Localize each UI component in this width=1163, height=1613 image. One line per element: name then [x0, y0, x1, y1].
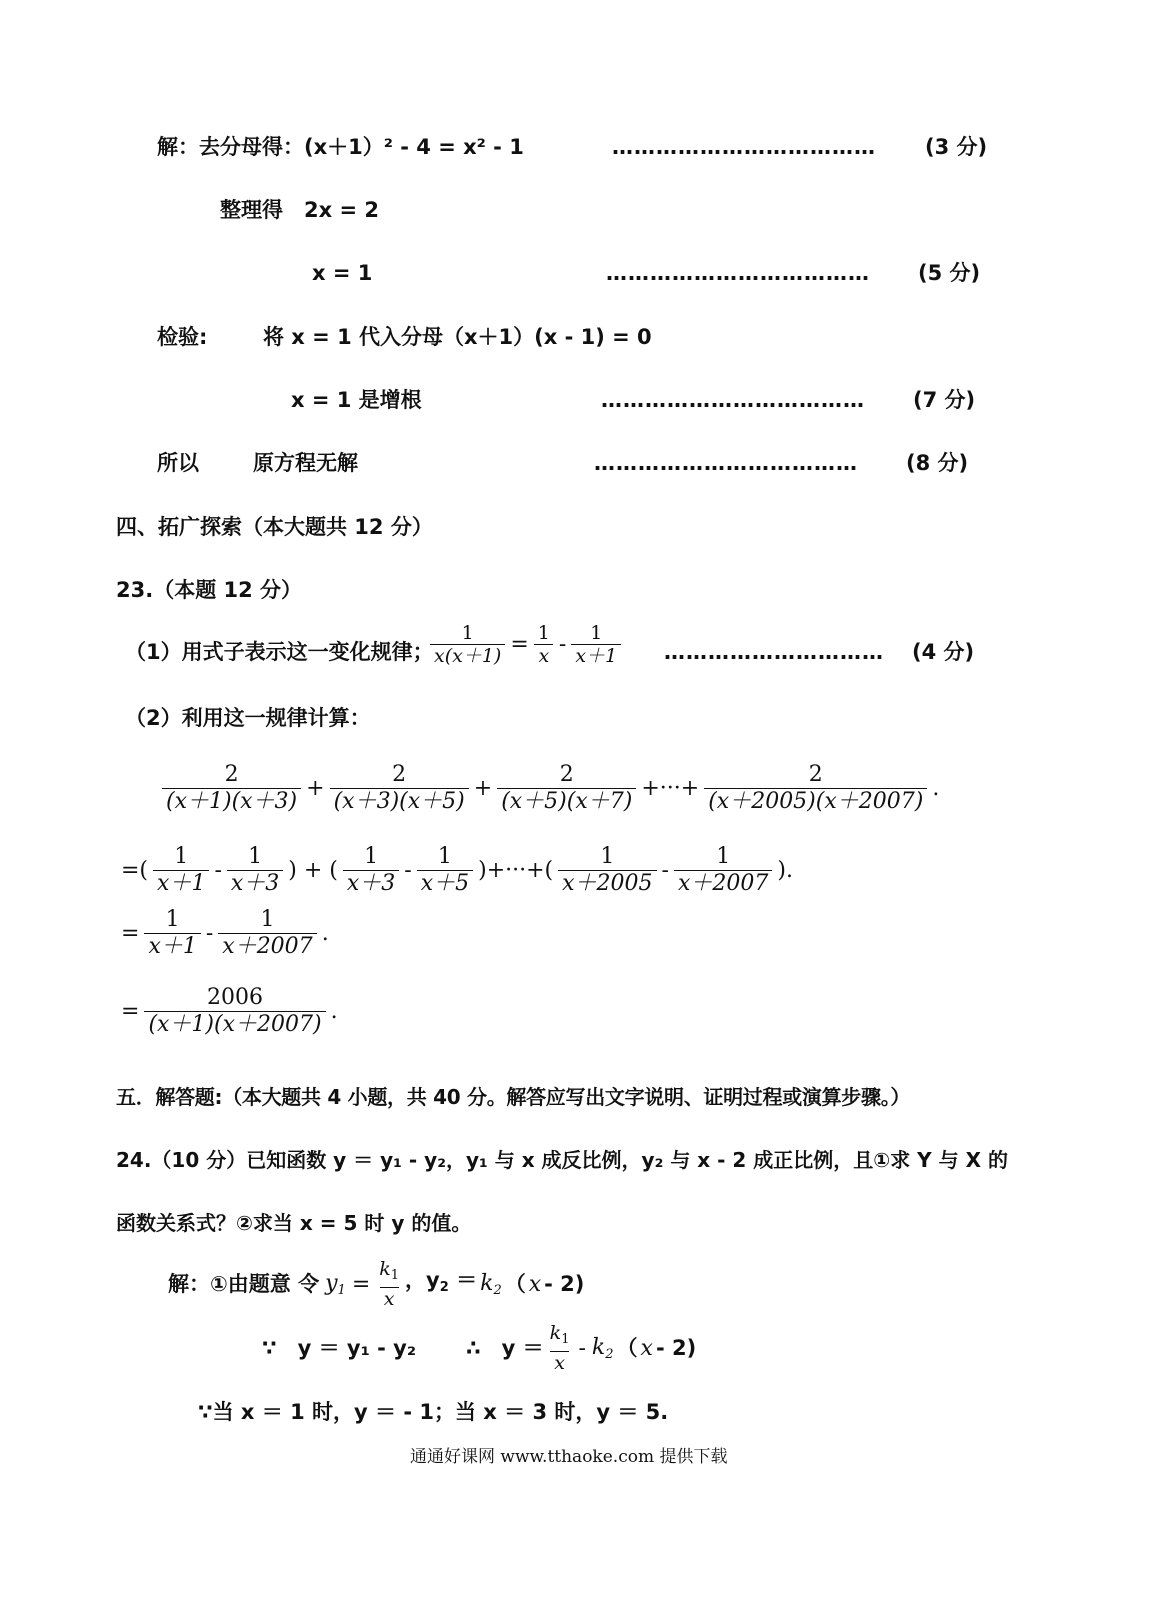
leader-dots: ………………………… — [664, 640, 884, 664]
q24-line2: 函数关系式？②求当 x = 5 时 y 的值。 — [116, 1211, 472, 1235]
q22-step2: 整理得 2x = 2 — [220, 198, 379, 222]
score-7: (7 分) — [913, 388, 976, 412]
leader-dots: ……………………………… — [601, 388, 865, 412]
formula-result: = $\frac{2006}{(x+1)(x+2007)}$ . — [121, 985, 338, 1037]
q24-because-line: ∵ y ＝ y₁ - y₂ ∴ y ＝ $\frac{k_1}{x}$ - $k_2$ （ x - 2) — [262, 1322, 697, 1374]
q23-part1-label: （1）用式子表示这一变化规律； — [125, 640, 434, 664]
leader-dots: ……………………………… — [594, 451, 858, 475]
check-text: 将 x = 1 代入分母（x＋1）(x - 1) = 0 — [263, 325, 652, 349]
leader-dots: ……………………………… — [612, 135, 876, 159]
therefore-text: ∴ y ＝ — [466, 1336, 544, 1360]
formula-sum: $\frac{2}{(x+1)(x+3)}$ + $\frac{2}{(x+3)(x+5)}$ + $\frac{2}{(x+5)(x+7)}$ +···+ $\frac{2}{(x+2005)(x+2007)}$ . — [160, 762, 942, 815]
solution-prefix: 解：①由题意 令 — [168, 1272, 320, 1296]
extraneous-root: x = 1 是增根 — [291, 388, 422, 412]
score-8: (8 分) — [906, 451, 969, 475]
formula-rule: $\frac{1}{x(x+1)}$ = $\frac{1}{x}$ - $\frac{1}{x+1}$ — [428, 622, 623, 667]
q24-condition: ∵当 x ＝ 1 时，y ＝ - 1；当 x ＝ 3 时，y ＝ 5. — [198, 1400, 669, 1424]
q23-part2-label: （2）利用这一规律计算： — [125, 706, 371, 730]
check-label: 检验: — [157, 325, 208, 349]
q24-solution-line: 解：①由题意 令 $y_1$ = $\frac{k_1}{x}$ ，$y_2$ ＝ $k_2$ （ x - 2) — [168, 1258, 585, 1310]
q22-step1: 解：去分母得：(x＋1）² - 4 = x² - 1 — [157, 135, 524, 159]
footer-text: 通通好课网 www.tthaoke.com 提供下载 — [410, 1447, 728, 1467]
leader-dots: ……………………………… — [606, 261, 870, 285]
section5-heading: 五．解答题:（本大题共 4 小题，共 40 分。解答应写出文字说明、证明过程或演算步骤。） — [116, 1085, 911, 1109]
section4-heading: 四、拓广探索（本大题共 12 分） — [116, 515, 433, 539]
formula-telescoped: = $\frac{1}{x+1}$ - $\frac{1}{x+2007}$ . — [121, 907, 329, 959]
no-solution: 原方程无解 — [253, 451, 358, 475]
q23-title: 23.（本题 12 分） — [116, 578, 303, 602]
score-5: (5 分) — [918, 261, 981, 285]
score-3: (3 分) — [925, 135, 988, 159]
so-label: 所以 — [157, 451, 199, 475]
score-4: (4 分) — [912, 640, 975, 664]
formula-expand: =( $\frac{1}{x+1}$ - $\frac{1}{x+3}$ ) + ( $\frac{1}{x+3}$ - $\frac{1}{x+5}$ )+···+( $\frac{1}{x+2005}$ - $\frac{1}{x+2007}$ ). — [121, 844, 793, 896]
because-text: ∵ y ＝ y₁ - y₂ — [262, 1336, 417, 1360]
q22-step3: x = 1 — [312, 261, 373, 285]
q24-line1: 24.（10 分）已知函数 y ＝ y₁ - y₂，y₁ 与 x 成反比例，y₂ 与 x - 2 成正比例，且①求 Y 与 X 的 — [116, 1148, 1008, 1172]
